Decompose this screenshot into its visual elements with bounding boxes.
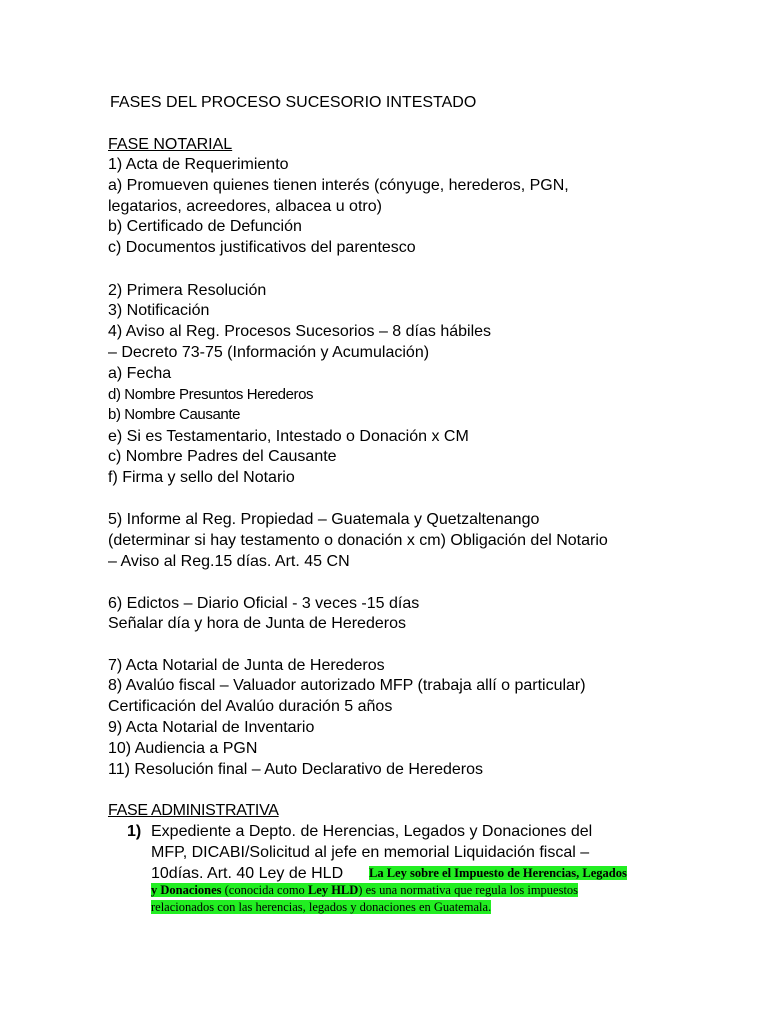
highlighted-note-line-3 xyxy=(151,900,491,915)
text-line: 6) Edictos – Diario Oficial - 3 veces -15 días xyxy=(108,595,420,612)
text-line: a) Promueven quienes tienen interés (cónyuge, herederos, PGN, xyxy=(108,177,569,194)
text-line: c) Nombre Padres del Causante xyxy=(108,448,337,465)
highlight-text: (conocida como xyxy=(221,883,308,897)
highlighted-note-line-1 xyxy=(369,866,627,881)
text-line: d) Nombre Presuntos Herederos xyxy=(108,386,314,403)
list-item-line: Expediente a Depto. de Herencias, Legados y Donaciones del xyxy=(151,823,593,840)
highlight-text: relacionados con las herencias, legados y donaciones en Guatemala. xyxy=(151,900,492,914)
list-item-number: 1) xyxy=(127,823,142,840)
list-item-line: MFP, DICABI/Solicitud al jefe en memorial Liquidación fiscal – xyxy=(151,844,590,861)
text-line: e) Si es Testamentario, Intestado o Donación x CM xyxy=(108,428,469,445)
text-line: legatarios, acreedores, albacea u otro) xyxy=(108,198,382,215)
text-line: – Aviso al Reg.15 días. Art. 45 CN xyxy=(108,553,350,570)
text-line: 5) Informe al Reg. Propiedad – Guatemala y Quetzaltenango xyxy=(108,511,540,528)
text-line: 11) Resolución final – Auto Declarativo de Herederos xyxy=(108,761,484,778)
text-line: – Decreto 73-75 (Información y Acumulación) xyxy=(108,344,430,361)
text-line: 7) Acta Notarial de Junta de Herederos xyxy=(108,657,385,674)
document-title: FASES DEL PROCESO SUCESORIO INTESTADO xyxy=(110,94,477,111)
text-line: 3) Notificación xyxy=(108,302,210,319)
highlight-bold-text: La Ley sobre el Impuesto de Herencias, Legados xyxy=(369,866,627,880)
fase-notarial-heading: FASE NOTARIAL xyxy=(108,136,233,153)
text-line: 10) Audiencia a PGN xyxy=(108,740,258,757)
highlight-bold-text: Ley HLD xyxy=(307,883,359,897)
text-line: 2) Primera Resolución xyxy=(108,282,267,299)
highlight-bold-text: y Donaciones xyxy=(151,883,222,897)
text-line: 1) Acta de Requerimiento xyxy=(108,156,289,173)
text-line: Señalar día y hora de Junta de Herederos xyxy=(108,615,406,632)
text-line: b) Nombre Causante xyxy=(108,406,241,423)
list-item-line: 10días. Art. 40 Ley de HLD xyxy=(151,865,344,882)
highlight-text: ) es una normativa que regula los impuestos xyxy=(358,883,579,897)
text-line: 4) Aviso al Reg. Procesos Sucesorios – 8 días hábiles xyxy=(108,323,492,340)
text-line: 8) Avalúo fiscal – Valuador autorizado MFP (trabaja allí o particular) xyxy=(108,677,586,694)
text-line: f) Firma y sello del Notario xyxy=(108,469,295,486)
text-line: (determinar si hay testamento o donación x cm) Obligación del Notario xyxy=(108,532,608,549)
text-line: b) Certificado de Defunción xyxy=(108,218,302,235)
fase-administrativa-heading: FASE ADMINISTRATIVA xyxy=(108,802,279,819)
text-line: Certificación del Avalúo duración 5 años xyxy=(108,698,393,715)
text-line: c) Documentos justificativos del parentesco xyxy=(108,239,416,256)
highlighted-note-line-2 xyxy=(151,883,578,898)
text-line: a) Fecha xyxy=(108,365,172,382)
text-line: 9) Acta Notarial de Inventario xyxy=(108,719,315,736)
